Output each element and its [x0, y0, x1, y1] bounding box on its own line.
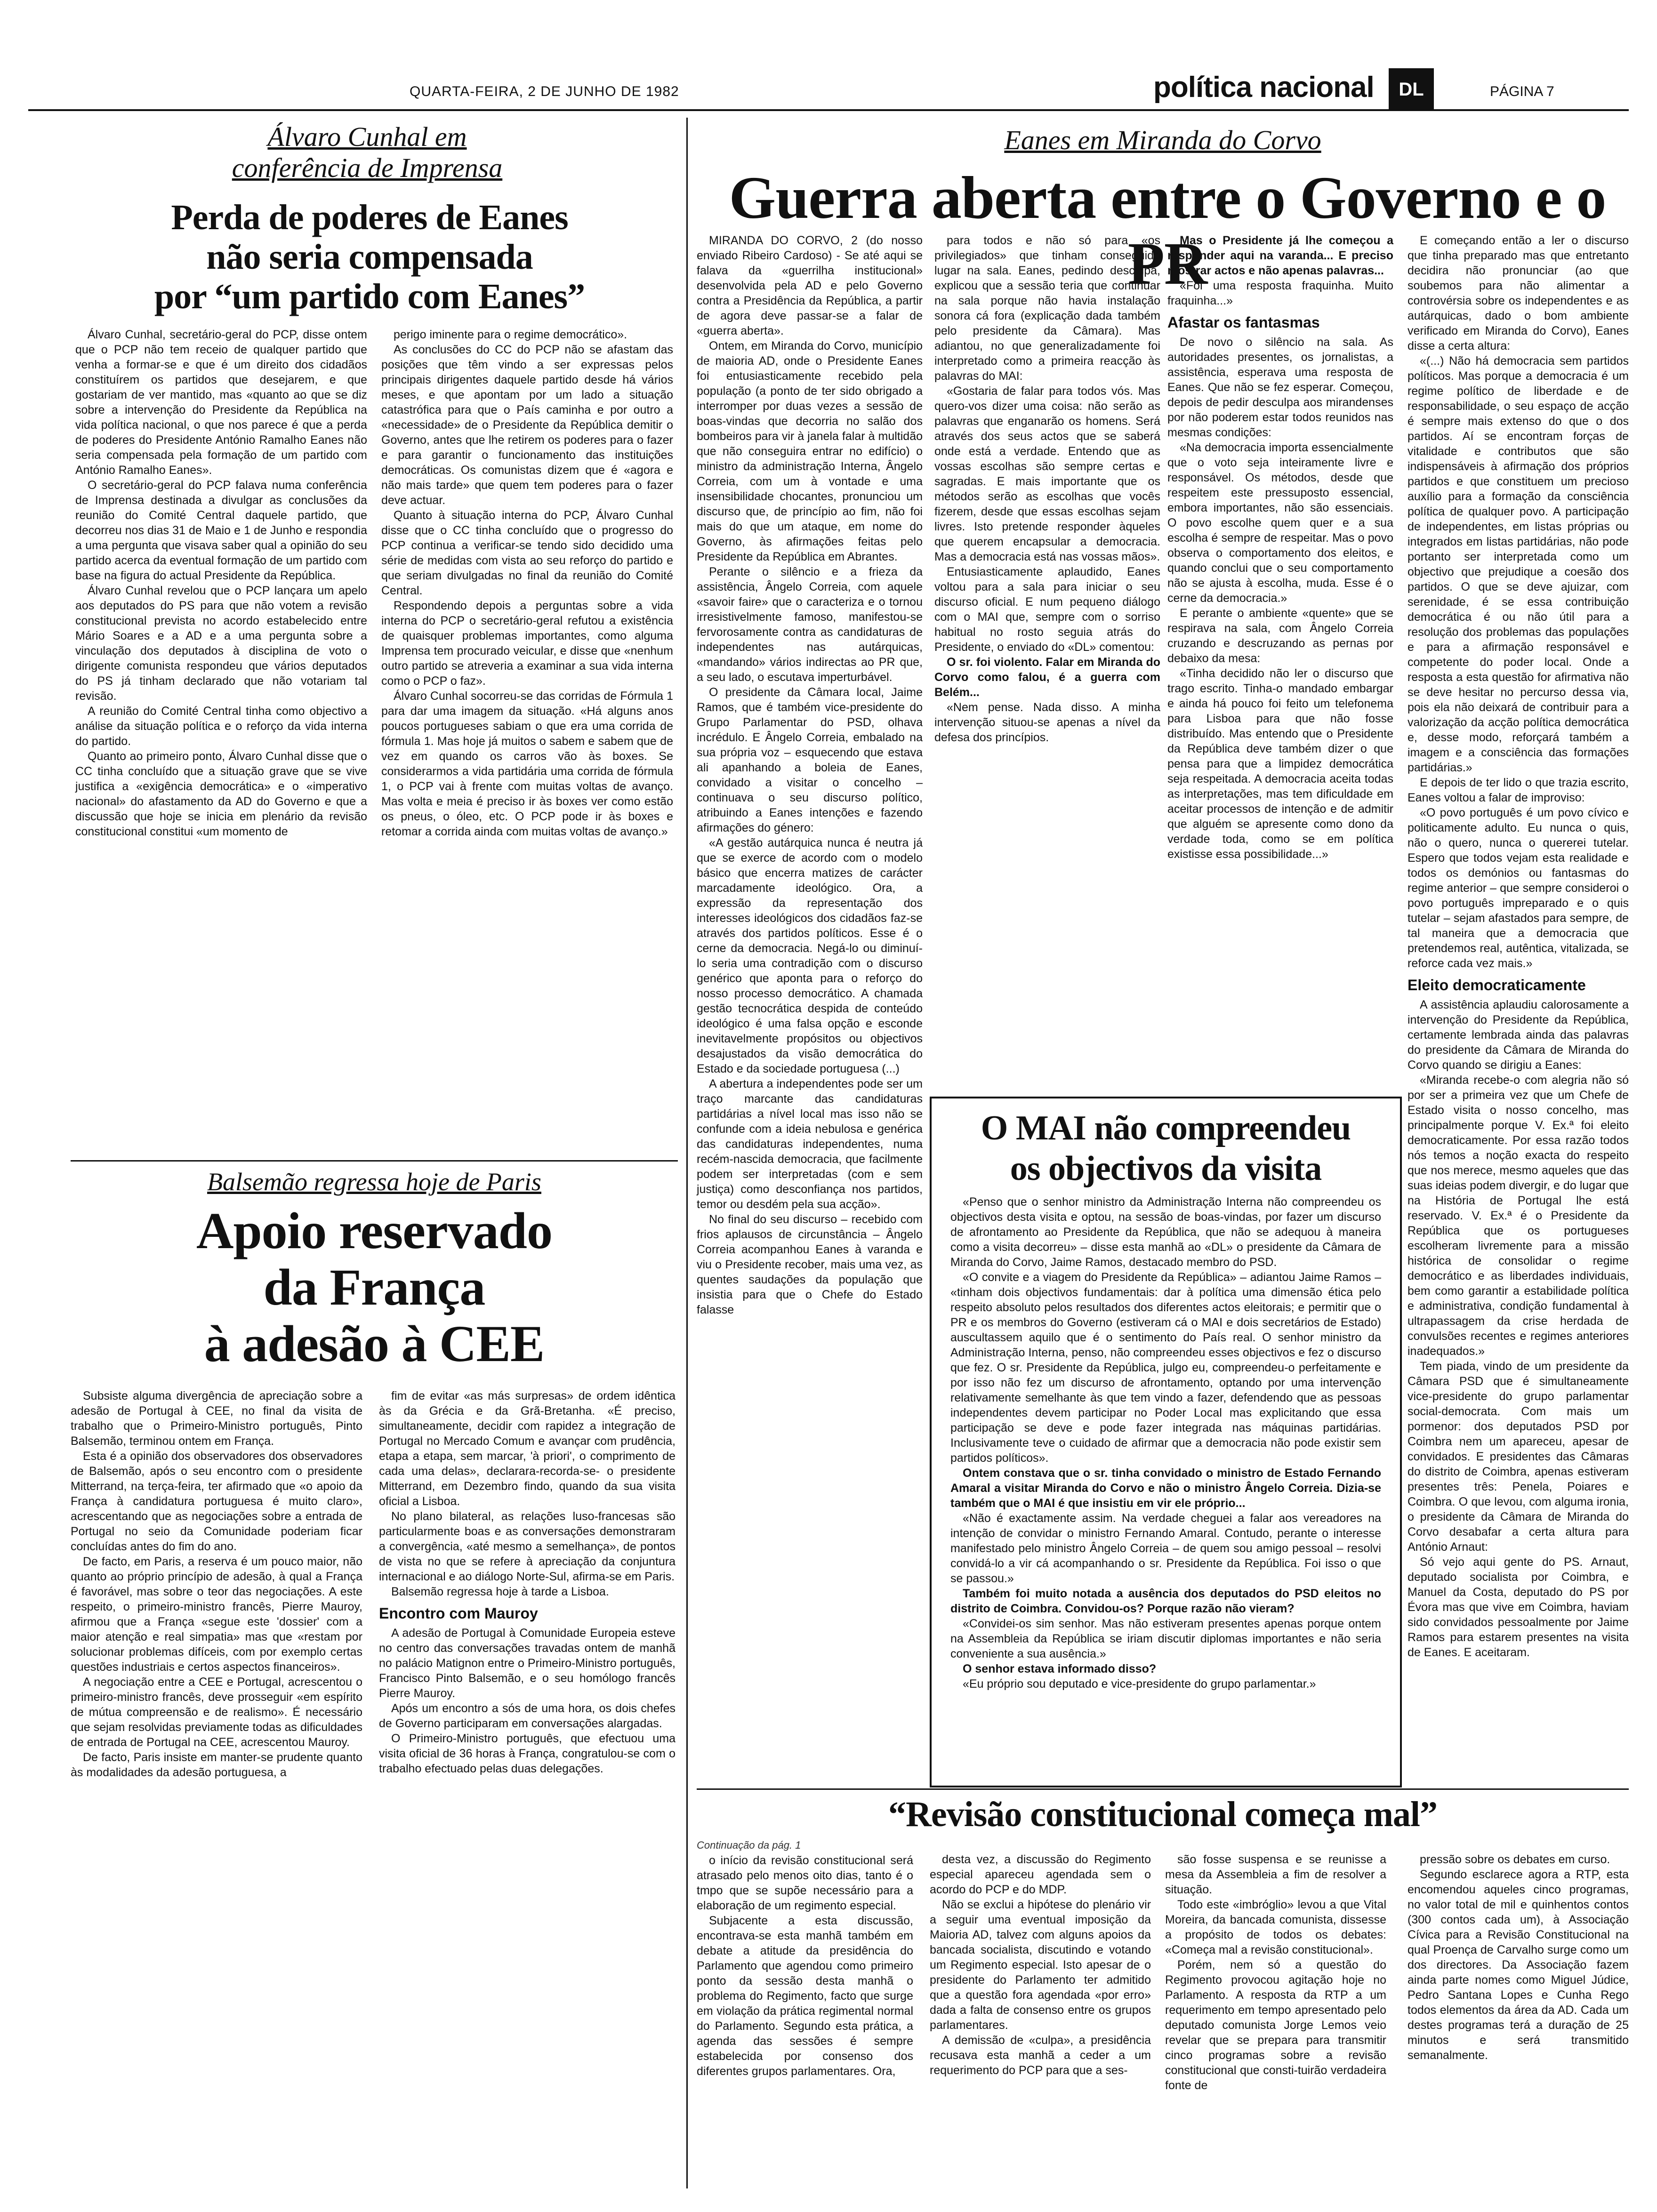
mai-box [930, 1097, 1402, 1787]
revisao-column-2 [930, 1852, 1151, 2196]
paragraph: De novo o silêncio na sala. As autoridades presentes, os jornalistas, a assistência, esperava uma resposta de Eanes. Que não se fez esperar. Começou, depois de pedir desculpa aos mirandenses por não poderem estar todos reunidos nas mesmas condições: [1167, 336, 1393, 439]
cunhal-headline [71, 198, 668, 316]
paragraph: «Tinha decidido não ler o discurso que trago escrito. Tinha-o mandado embargar e ainda há pouco foi feito um telefonema para Lisboa para que não fosse distribuído. Mas entendo que o Presidente da República deve também dizer o que pensa para que a limpidez democrática seja respeitada. A democracia aceita todas as interpretações, mas tem dificuldade em aceitar processos de intenção e de admitir que alguém se apresente como dono da verdade toda, como se em política existisse essa possibilidade...» [1167, 667, 1393, 861]
paragraph: MIRANDA DO CORVO, 2 (do nosso enviado Ribeiro Cardoso) - Se até aqui se falava da «guerrilha institucional» desenvolvida pela AD e pelo Governo contra a Presidência da República, a partir de agora deve passar-se a falar de «guerra aberta». [697, 234, 923, 337]
paragraph: Entusiasticamente aplaudido, Eanes voltou para a sala para iniciar o seu discurso oficial. E num pequeno diálogo com o MAI que, sempre com o sorriso habitual no rosto seguia atrás do Presidente, o enviado do «DL» comentou: [934, 565, 1160, 654]
revisao-headline: “Revisão constitucional começa mal” [888, 1795, 1438, 1834]
paragraph: «Foi uma resposta fraquinha. Muito fraquinha...» [1167, 279, 1393, 307]
paragraph-question: Também foi muito notada a ausência dos deputados do PSD eleitos no distrito de Coimbra. Convidou-os? Porque razão não vieram? [950, 1587, 1381, 1615]
paragraph: «(...) Não há democracia sem partidos políticos. Mas porque a democracia é um regime político de liberdade e de responsabilidade, o seu espaço de acção é sempre mais extenso do que o dos partidos. Aí se encontram forças de vitalidade e contributos que são indispensáveis à afirmação dos próprios partidos e que constituem um precioso auxílio para a formação da consciência política de qualquer povo. A participação de independentes, em listas próprias ou integrados em listas partidárias, não pode portanto ser interpretada como um objectivo que prejudique a coesão dos partidos. O que se deve ajuizar, com serenidade, é se essa contribuição democrática é ou não útil para a resolução dos problemas das populações e para a afirmação responsável e competente do poder local. Onde a resposta a esta questão for afirmativa não se deve hesitar no percurso dessa via, pois ela não deixará de contribuir para a valorização da acção política democrática e, desse modo, reforçará também a imagem e a consciência das formações partidárias.» [1408, 354, 1629, 774]
paragraph: De facto, Paris insiste em manter-se prudente quanto às modalidades da adesão portuguesa, a [71, 1751, 362, 1779]
eanes-headline: Guerra aberta entre o Governo e o PR [729, 164, 1606, 297]
subheading-fantasmas: Afastar os fantasmas [1167, 314, 1320, 331]
paragraph: Quanto à situação interna do PCP, Álvaro Cunhal disse que o CC tinha concluído que o progresso do PCP continua a verificar-se tendo sido decidido uma série de medidas com vista ao seu reforço do partido e que seriam divulgadas no final da reunião do Comité Central. [381, 509, 673, 597]
eanes-column-2 [934, 233, 1160, 1085]
column-divider [686, 118, 688, 2188]
paragraph: são fosse suspensa e se reunisse a mesa da Assembleia a fim de resolver a situação. [1165, 1853, 1386, 1896]
paragraph: «O convite e a viagem do Presidente da República» – adiantou Jaime Ramos – «tinham dois objectivos fundamentais: dar à política uma dimensão ética pelo respeito absoluto pelos resultados dos diferentes actos eleitorais; e permitir que o PR e os membros do Governo (estiveram cá o MAI e dois secretários de Estado) auscultassem aquilo que é o sentimento do País real. O senhor ministro da Administração Interna, penso, não compreendeu esses objectivos e fez o discurso que fez. O sr. Presidente da República, julgo eu, compreendeu-o perfeitamente e por isso não fez um discurso de afrontamento, optando por uma intervenção relativamente semelhante às que tem vindo a fazer, defendendo que as pessoas independentes devem participar no Poder Local mas explicitando que essa participação se deve e pode fazer integrada nas máquinas partidárias. Inclusivamente teve o cuidado de afirmar que a democracia não pode existir sem partidos políticos». [950, 1271, 1381, 1465]
cunhal-kicker-line2: conferência de Imprensa [232, 152, 503, 183]
cunhal-headline-line3: por “um partido com Eanes” [154, 277, 585, 316]
section-title: política nacional [1153, 71, 1374, 104]
paragraph: o início da revisão constitucional será atrasado pelo menos oito dias, tanto é o tmpo que se supõe necessário para a elaboração de um regimento especial. [697, 1854, 913, 1912]
balsemao-headline [71, 1202, 678, 1372]
paragraph: Balsemão regressa hoje à tarde a Lisboa. [391, 1585, 609, 1598]
paragraph: O presidente da Câmara local, Jaime Ramos, que é também vice-presidente do Grupo Parlamentar do PSD, olhava incrédulo. E Ângelo Correia, embalado na sua própria voz – esquecendo que estava ali apanhando a boleia de Eanes, convidado a visitar o concelho – continuava o seu discurso político, atribuindo a Eanes intenções e fazendo afirmações do género: [697, 686, 923, 834]
paragraph: «Não é exactamente assim. Na verdade cheguei a falar aos vereadores na intenção de convidar o ministro Fernando Amaral. Contudo, perante o interesse manifestado pelo ministro Ângelo Correia – de quem sou amigo pessoal – resolvi convidá-lo a vir cá acompanhando o sr. Presidente da República. Foi isso o que se passou.» [950, 1512, 1381, 1585]
paragraph: E depois de ter lido o que trazia escrito, Eanes voltou a falar de improviso: [1408, 776, 1629, 804]
paragraph: Todo este «imbróglio» levou a que Vital Moreira, da bancada comunista, dissesse a propósito de todos os debates: «Começa mal a revisão constitucional». [1165, 1898, 1386, 1956]
newspaper-logo: DL [1389, 68, 1434, 111]
balsemao-column-2 [379, 1388, 676, 2188]
paragraph: perigo iminente para o regime democrático». [394, 328, 627, 341]
paragraph: desta vez, a discussão do Regimento especial apareceu agendada sem o acordo do PCP e do MDP. [930, 1853, 1151, 1896]
paragraph: No plano bilateral, as relações luso-francesas são particularmente boas e as conversações demonstraram a convergência, «até mesmo a semelhança», de pontos de vista no que se refere à apreciação da conjuntura internacional e ao diálogo Norte-Sul, afirma-se em Paris. [379, 1510, 676, 1583]
divider [697, 1788, 1629, 1790]
cunhal-headline-line2: não seria compensada [206, 237, 533, 277]
cunhal-kicker [179, 121, 555, 184]
balsemao-headline-line3: à adesão à CEE [204, 1315, 545, 1372]
paragraph: Tem piada, vindo de um presidente da Câmara PSD que é simultaneamente vice-presidente do grupo parlamentar social-democrata. Com mais um pormenor: dos deputados PSD por Coimbra nem um apareceu, apesar de convidados. E presidentes das Câmaras do distrito de Coimbra, apenas estiveram presentes três: Penela, Poiares e Coimbra. O que levou, com alguma ironia, o presidente da Câmara de Miranda do Corvo desabafar a certa altura para António Arnaut: [1408, 1360, 1629, 1554]
cunhal-column-1 [75, 327, 367, 1151]
continuation-note: Continuação da pág. 1 [697, 1839, 801, 1851]
paragraph: «Penso que o senhor ministro da Administração Interna não compreendeu os objectivos desta visita e optou, na sessão de boas-vindas, por fazer um discurso de afrontamento ao Presidente da República, que não se adequou à maneira como a visita decorreu» – disse esta manhã ao «DL» o presidente da Câmara de Miranda do Corvo, Jaime Ramos, destacado membro do PSD. [950, 1195, 1381, 1269]
paragraph: A adesão de Portugal à Comunidade Europeia esteve no centro das conversações travadas ontem de manhã no palácio Matignon entre o Primeiro-Ministro português, Francisco Pinto Balsemão, e o seu homólogo francês Pierre Mauroy. [379, 1627, 676, 1700]
subheading-encontro: Encontro com Mauroy [379, 1605, 538, 1622]
paragraph: para todos e não só para «os privilegiados» que tinham conseguido lugar na sala. Eanes, pedindo desculpa, explicou que a sessão teria que continuar na sala porque não havia instalação sonora cá fora (explicação dada também pelo presidente da Câmara). Mas adiantou, no que generalizadamente foi interpretado como a primeira reacção às palavras do MAI: [934, 234, 1160, 383]
paragraph: «Eu próprio sou deputado e vice-presidente do grupo parlamentar.» [963, 1677, 1316, 1691]
paragraph: A assistência aplaudiu calorosamente a intervenção do Presidente da República, certamente lembrada ainda das palavras do presidente da Câmara de Miranda do Corvo quando se dirigiu a Eanes: [1408, 998, 1629, 1072]
cunhal-column-2 [381, 327, 673, 1151]
paragraph: fim de evitar «as más surpresas» de ordem idêntica às da Grécia e da Grã-Bretanha. «É preciso, simultaneamente, decidir com rapidez a integração de Portugal no Mercado Comum e avançar com prudência, etapa a etapa, sem marcar, 'à priori', o comprimento de cada uma delas», declarara-recorda-se- o presidente Mitterrand, em Dezembro findo, quando da sua visita oficial a Lisboa. [379, 1389, 676, 1508]
paragraph: Subsiste alguma divergência de apreciação sobre a adesão de Portugal à CEE, no final da visita de trabalho que o Primeiro-Ministro português, Pinto Balsemão, terminou ontem em França. [71, 1389, 362, 1448]
paragraph: Após um encontro a sós de uma hora, os dois chefes de Governo participaram em conversações alargadas. [379, 1702, 676, 1730]
balsemao-column-1 [71, 1388, 362, 2188]
paragraph: Esta é a opinião dos observadores dos observadores de Balsemão, após o seu encontro com o presidente Mitterrand, na terça-feira, ter afirmado que «o apoio da França à candidatura portuguesa é muito claro», acrescentando que as negociações sobre a entrada de Portugal no seio da Comunidade poderiam ficar concluídas antes do fim do ano. [71, 1450, 362, 1553]
page-number: PÁGINA 7 [1490, 84, 1554, 99]
paragraph: O Primeiro-Ministro português, que efectuou uma visita oficial de 36 horas à França, congratulou-se com o trabalho efectuado pelas duas delegações. [379, 1732, 676, 1775]
issue-date: QUARTA-FEIRA, 2 DE JUNHO DE 1982 [410, 84, 679, 99]
mai-headline [932, 1108, 1400, 1189]
paragraph: O secretário-geral do PCP falava numa conferência de Imprensa destinada a divulgar as conclusões da reunião do Comité Central daquele partido, que decorreu nos dias 31 de Maio e 1 de Junho e respondia a uma pergunta que visava saber qual a opinião do seu partido acerca da eventual formação de um partido com base na figura do actual Presidente da República. [75, 479, 367, 582]
paragraph: De facto, em Paris, a reserva é um pouco maior, não quanto ao próprio princípio de adesão, à qual a França é favorável, mas sobre o teor das negociações. A este respeito, o primeiro-ministro francês, Pierre Mauroy, afirmou que a França «segue este 'dossier' com a maior atenção e real simpatia» mas que «restam por solucionar problemas difíceis, com por exemplo certas questões industriais e certos aspectos financeiros». [71, 1555, 362, 1674]
paragraph: «Convidei-os sim senhor. Mas não estiveram presentes apenas porque ontem na Assembleia da República se iriam discutir diplomas importantes e não seria conveniente a sua ausência.» [950, 1617, 1381, 1660]
cunhal-kicker-line1: Álvaro Cunhal em [267, 121, 467, 152]
balsemao-headline-line2: da França [263, 1258, 485, 1316]
mai-body [950, 1194, 1381, 1773]
paragraph: Só vejo aqui gente do PS. Arnaut, deputado socialista por Coimbra, e Manuel da Costa, deputado do PS por Évora mas que vive em Coimbra, haviam sido convidados pessoalmente por Jaime Ramos para estarem presentes na visita de Eanes. E aceitaram. [1408, 1555, 1629, 1659]
paragraph-question: O senhor estava informado disso? [963, 1662, 1157, 1675]
eanes-column-4 [1408, 233, 1629, 1659]
paragraph: A reunião do Comité Central tinha como objectivo a análise da situação política e o reforço da vida interna do partido. [75, 705, 367, 748]
divider [71, 1160, 678, 1162]
paragraph: A negociação entre a CEE e Portugal, acrescentou o primeiro-ministro francês, deve prosseguir «em espírito de mútua compreensão e de realismo». É necessário que sejam resolvidas previamente todas as dificuldades de entrada de Portugal na CEE, acrescentou Mauroy. [71, 1675, 362, 1749]
paragraph: Segundo esclarece agora a RTP, esta encomendou aqueles cinco programas, no valor total de mil e quinhentos contos (300 contos cada um), à Associação Cívica para a Revisão Constitucional na qual Proença de Carvalho surge como um dos directores. Da Associação fazem ainda parte nomes como Miguel Júdice, Pedro Santana Lopes e Cunha Rego todos elementos da área da AD. Cada um destes programas terá a duração de 25 minutos e será transmitido semanalmente. [1408, 1868, 1629, 2062]
eanes-kicker-text: Eanes em Miranda do Corvo [1004, 125, 1321, 155]
paragraph: «Na democracia importa essencialmente que o voto seja inteiramente livre e responsável. Os métodos, desde que respeitem este pressuposto essencial, embora importantes, não são essenciais. O povo escolhe quem quer e a sua escolha é sempre de respeitar. Mas o povo observa o comportamento dos eleitos, e quando conclui que o seu comportamento não se ajusta à escolha, muda. Esse é o cerne da democracia.» [1167, 441, 1393, 605]
paragraph: A abertura a independentes pode ser um traço marcante das candidaturas partidárias a nível local mas isso não se confunde com a ideia nebulosa e genérica das candidaturas independentes, numa recém-nascida democracia, que facilmente podem ser interpretadas (com e sem justiça) como desconfiança nos partidos, temor ou desdém pela sua acção». [697, 1077, 923, 1211]
paragraph: Álvaro Cunhal socorreu-se das corridas de Fórmula 1 para dar uma imagem da situação. «Há alguns anos poucos portugueses sabiam o que era uma corrida de fórmula 1. Mas hoje já muitos o sabem e sabem que de vez em quando os carros vão às boxes. Se considerarmos a vida partidária uma corrida de fórmula 1, o PCP vai à frente com muitas voltas de avanço. Mas volta e meia é preciso ir às boxes ver como estão os pneus, o óleo, etc. O PCP pode ir às boxes e retomar a corrida ainda com muitas voltas de avanço.» [381, 689, 673, 838]
paragraph: pressão sobre os debates em curso. [1420, 1853, 1610, 1866]
balsemao-headline-line1: Apoio reservado [196, 1202, 552, 1259]
paragraph: «A gestão autárquica nunca é neutra já que se exerce de acordo com o modelo básico que encerra matizes de carácter marcadamente ideológico. Ora, a expressão da representação dos interesses ideológicos dos cidadãos faz-se através dos partidos políticos. Esse é o cerne da democracia. Negá-lo ou diminuí-lo seria uma contradição com o discurso genérico que aponta para o reforço do nosso processo democrático. A chamada gestão tecnocrática despida de conteúdo ideológico é uma falsa opção e esconde inevitavelmente propósitos ou objectivos desajustados da visão democrática do Estado e da sociedade portuguesa (...) [697, 836, 923, 1075]
paragraph: «Nem pense. Nada disso. A minha intervenção situou-se apenas a nível da defesa dos princípios. [934, 701, 1160, 744]
paragraph: «O povo português é um povo cívico e politicamente adulto. Eu nunca o quis, não o quero, nunca o quererei tutelar. Espero que todos vejam esta realidade e todos os demónios ou fantasmas do regime anterior – que sempre consideroi o povo português impreparado e o quis tutelar – sejam afastados para sempre, de tal maneira que a democracia que pretendemos real, autêntica, vitalizada, se reforce cada vez mais.» [1408, 806, 1629, 970]
paragraph: Perante o silêncio e a frieza da assistência, Ângelo Correia, com aquele «savoir faire» que o caracteriza e o tornou irresistivelmente famoso, manifestou-se fervorosamente contra as candidaturas de independentes nas autárquicas, «mandando» vários indirectas ao PR que, a seu lado, o escutava imperturbável. [697, 565, 923, 684]
revisao-column-1 [697, 1838, 913, 2196]
paragraph: Porém, nem só a questão do Regimento provocou agitação hoje no Parlamento. A resposta da RTP a um requerimento em tempo apresentado pelo deputado comunista Jorge Lemos veio revelar que se prepara para transmitir cinco programas sobre a revisão constitucional que consti-tuirão verdadeira fonte de [1165, 1958, 1386, 2092]
eanes-column-3 [1167, 233, 1393, 1085]
subheading-eleito: Eleito democraticamente [1408, 977, 1586, 994]
paragraph: E começando então a ler o discurso que tinha preparado mas que entretanto decidira não pronunciar (ao que soubemos para não alimentar a controvérsia sobre os independentes e as autárquicas, dado o bom ambiente verificado em Miranda do Corvo), Eanes disse a certa altura: [1408, 234, 1629, 353]
header-rule [28, 109, 1629, 111]
paragraph: Subjacente a esta discussão, encontrava-se esta manhã também em debate a atitude da presidência do Parlamento que agendou como primeiro ponto da sessão desta manhã o problema do Regimento, facto que surge em violação da prática regimental normal do Parlamento. Segundo esta prática, a agenda das sessões é sempre estabelecida por consenso dos diferentes grupos parlamentares. Ora, [697, 1914, 913, 2078]
paragraph-question: Mas o Presidente já lhe começou a responder aqui na varanda... E preciso mostrar actos e não apenas palavras... [1167, 234, 1393, 277]
revisao-column-3 [1165, 1852, 1386, 2196]
paragraph: «Miranda recebe-o com alegria não só por ser a primeira vez que um Chefe de Estado visita o nosso concelho, mas principalmente porque V. Ex.ª foi eleito democraticamente. Por essa razão todos nós temos a noção exacta do respeito que nos merece, mesmo aqueles que das suas ideias podem divergir, e do lugar que na História de Portugal lhe está reservado. V. Ex.ª é o Presidente da República que os portugueses escolheram livremente para a missão histórica de consolidar o regime democrático e as liberdades individuais, bem como garantir a estabilidade política e administrativa, condição fundamental à ultrapassagem da crise herdada de convulsões recentes e regimes anteriores inadequados.» [1408, 1074, 1629, 1358]
paragraph: Não se exclui a hipótese do plenário vir a seguir uma eventual imposição da Maioria AD, talvez com alguns apoios da bancada socialista, discutindo e votando um Regimento especial. Isto apesar de o presidente do Parlamento ter admitido que a questão fora agendada «por erro» dada a falta de consenso entre os grupos parlamentares. [930, 1898, 1151, 2032]
paragraph: A demissão de «culpa», a presidência recusava esta manhã a ceder a um requerimento do PCP para que a ses- [930, 2034, 1151, 2077]
balsemao-kicker-text: Balsemão regressa hoje de Paris [207, 1168, 541, 1196]
paragraph: Álvaro Cunhal, secretário-geral do PCP, disse ontem que o PCP não tem receio de qualquer partido que venha a formar-se e que é um direito dos cidadãos constituírem os partidos que desejarem, e que gostariam de ver mantido, mas «quanto ao que se diz sobre a intervenção do Presidente da República na vida política nacional, o que nos parece é que a perda de poderes do Presidente António Ramalho Eanes não seria compensada pela formação de um partido com António Ramalho Eanes». [75, 328, 367, 477]
paragraph-question: O sr. foi violento. Falar em Miranda do Corvo como falou, é a guerra com Belém... [934, 656, 1160, 699]
paragraph: E perante o ambiente «quente» que se respirava na sala, com Ângelo Correia cruzando e descruzando as pernas por debaixo da mesa: [1167, 607, 1393, 665]
mai-headline-line1: O MAI não compreendeu [981, 1109, 1351, 1147]
eanes-kicker [697, 125, 1629, 156]
eanes-column-1 [697, 233, 923, 1635]
paragraph: Álvaro Cunhal revelou que o PCP lançara um apelo aos deputados do PS para que não votem a revisão constitucional prevista no acordo estabelecido entre Mário Soares e a AD e a uma pergunta sobre a vinculação dos deputados à disciplina de voto o dirigente comunista respondeu que vários deputados do PS já tinham declarado que não votariam tal revisão. [75, 584, 367, 703]
revisao-column-4 [1408, 1852, 1629, 2196]
cunhal-headline-line1: Perda de poderes de Eanes [171, 198, 568, 237]
mai-headline-line2: os objectivos da visita [1010, 1149, 1322, 1188]
paragraph: Ontem, em Miranda do Corvo, município de maioria AD, onde o Presidente Eanes foi entusiasticamente recebido pela população (a ponto de ter sido obrigado a interromper por duas vezes a sessão de boas-vindas que decorria no salão dos bombeiros para vir à janela falar à multidão que não conseguira entrar no edifício) o ministro da administração Interna, Ângelo Correia, com um à vontade e uma insensibilidade chocantes, pronunciou um discurso que, de princípio ao fim, não foi mais do que um ataque, em nome do Governo, às afirmações feitas pelo Presidente da República em Abrantes. [697, 339, 923, 563]
paragraph: As conclusões do CC do PCP não se afastam das posições que têm vindo a ser expressas pelos principais dirigentes daquele partido desde há vários meses, e que apontam por um lado a situação catastrófica para que o País caminha e por outro a «necessidade» de o Presidente da República demitir o Governo, antes que lhe retirem os poderes para o fazer e para garantir o funcionamento das instituições democráticas. Os comunistas dizem que é «agora e não mais tarde» que quem tem poderes para o fazer deve actuar. [381, 343, 673, 507]
paragraph: No final do seu discurso – recebido com frios aplausos de circunstância – Ângelo Correia acompanhou Eanes à varanda e viu o Presidente recober, mais uma vez, as quentes saudações da população que insistia para que o Chefe do Estado falasse [697, 1213, 923, 1316]
paragraph: Respondendo depois a perguntas sobre a vida interna do PCP o secretário-geral refutou a existência de quaisquer problemas importantes, como alguma Imprensa tem procurado veicular, e disse que «nenhum outro partido se atreveria a examinar a sua vida interna como o PCP o faz». [381, 599, 673, 688]
paragraph: «Gostaria de falar para todos vós. Mas quero-vos dizer uma coisa: não serão as palavras que enganarão os homens. Será através dos seus actos que se saberá onde está a verdade. Entendo que as vossas escolhas são sempre certas e sagradas. E mais importante que os métodos serão as escolhas que vocês fizerem, desde que essas escolhas sejam livres. Isto pretende responder àqueles que querem encapsular a democracia. Mas a democracia está nas vossas mãos». [934, 385, 1160, 563]
paragraph-question: Ontem constava que o sr. tinha convidado o ministro de Estado Fernando Amaral a visitar Miranda do Corvo e não o ministro Ângelo Correia. Dizia-se também que o MAI é que insistiu em vir ele próprio... [950, 1467, 1381, 1510]
balsemao-kicker [71, 1166, 678, 1197]
paragraph: Quanto ao primeiro ponto, Álvaro Cunhal disse que o CC tinha concluído que a situação grave que se vive justifica a «exigência democrática» e o «imperativo nacional» do afastamento da AD do Governo e que a discussão que hoje se inicia em plenário da revisão constitucional constitui «um momento de [75, 750, 367, 838]
